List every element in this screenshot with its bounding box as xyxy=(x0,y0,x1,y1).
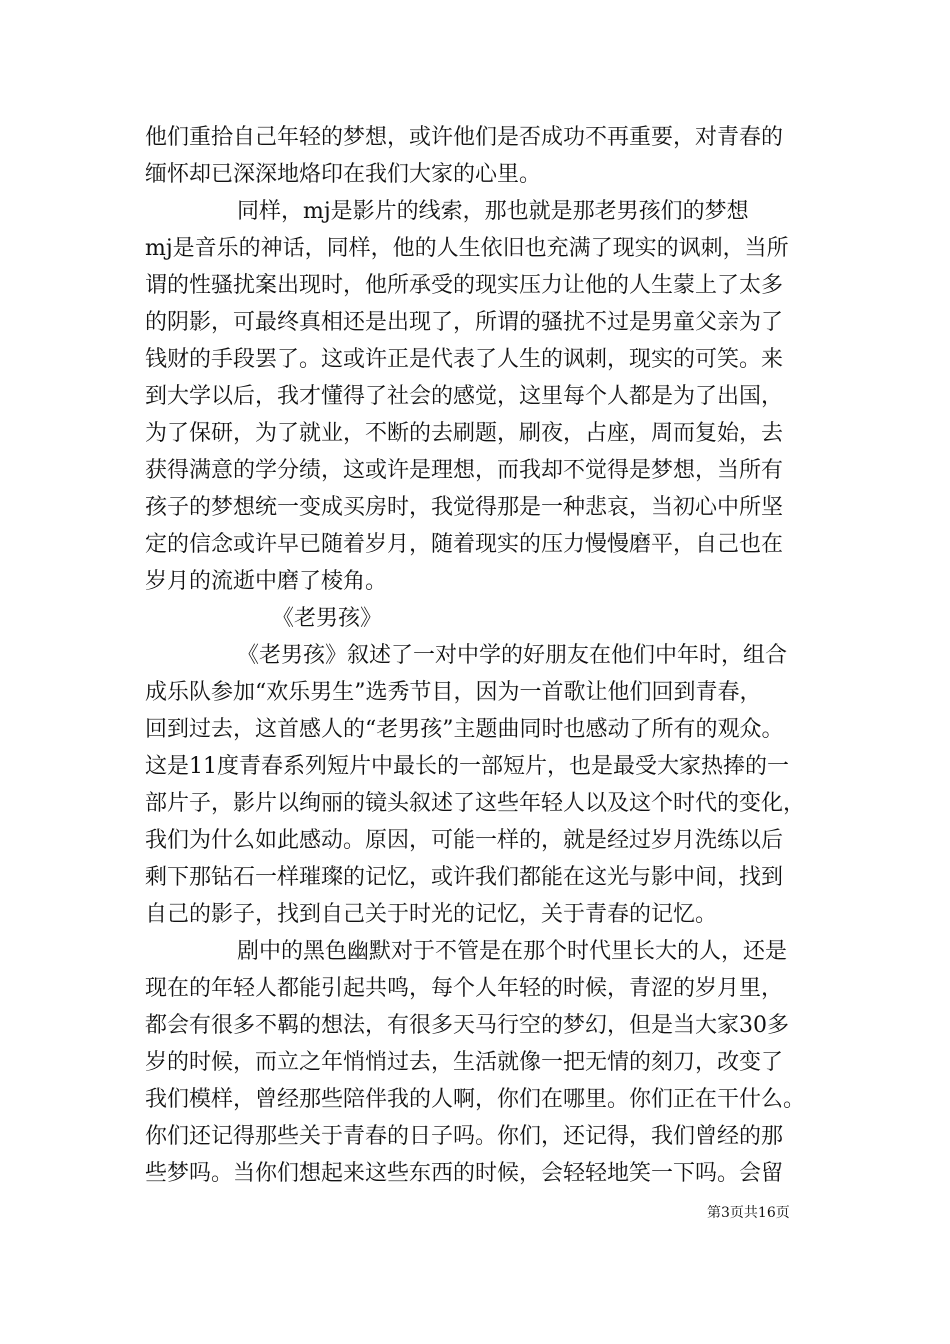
text-line-19: 部片子，影片以绚丽的镜头叙述了这些年轻人以及这个时代的变化， xyxy=(145,791,806,816)
text-line-6: 的阴影，可最终真相还是出现了，所谓的骚扰不过是男童父亲为了 xyxy=(145,310,784,335)
text-line-17: 回到过去，这首感人的“老男孩”主题曲同时也感动了所有的观众。 xyxy=(145,717,784,742)
text-line-10: 获得满意的学分绩，这或许是理想，而我却不觉得是梦想，当所有 xyxy=(145,458,784,483)
text-line-21: 剩下那钻石一样璀璨的记忆，或许我们都能在这光与影中间，找到 xyxy=(145,865,784,890)
text-line-13: 岁月的流逝中磨了棱角。 xyxy=(145,569,388,594)
text-line-20: 我们为什么如此感动。原因，可能一样的，就是经过岁月洗练以后 xyxy=(145,828,784,853)
text-line-4: mj是音乐的神话，同样，他的人生依旧也充满了现实的讽刺，当所 xyxy=(145,236,789,261)
text-line-1: 他们重拾自己年轻的梦想，或许他们是否成功不再重要，对青春的 xyxy=(145,125,784,150)
text-line-5: 谓的性骚扰案出现时，他所承受的现实压力让他的人生蒙上了太多 xyxy=(145,273,784,298)
section-title: 《老男孩》 xyxy=(272,606,383,631)
text-line-11: 孩子的梦想统一变成买房时，我觉得那是一种悲哀，当初心中所坚 xyxy=(145,495,784,520)
text-line-18: 这是11度青春系列短片中最长的一部短片，也是最受大家热捧的一 xyxy=(145,754,789,779)
text-line-16: 成乐队参加“欢乐男生”选秀节目，因为一首歌让他们回到青春， xyxy=(145,680,762,705)
text-line-15: 《老男孩》叙述了一对中学的好朋友在他们中年时，组合 xyxy=(237,643,788,668)
text-line-22: 自己的影子，找到自己关于时光的记忆，关于青春的记忆。 xyxy=(145,902,718,927)
text-line-7: 钱财的手段罢了。这或许正是代表了人生的讽刺，现实的可笑。来 xyxy=(145,347,784,372)
text-line-29: 些梦吗。当你们想起来这些东西的时候，会轻轻地笑一下吗。会留 xyxy=(145,1161,784,1186)
text-line-27: 我们模样，曾经那些陪伴我的人啊，你们在哪里。你们正在干什么。 xyxy=(145,1087,806,1112)
page-number-footer: 第3页共16页 xyxy=(707,1205,790,1221)
text-line-12: 定的信念或许早已随着岁月，随着现实的压力慢慢磨平，自己也在 xyxy=(145,532,784,557)
text-line-24: 现在的年轻人都能引起共鸣，每个人年轻的时候，青涩的岁月里， xyxy=(145,976,784,1001)
text-line-9: 为了保研，为了就业，不断的去刷题，刷夜，占座，周而复始，去 xyxy=(145,421,784,446)
text-line-26: 岁的时候，而立之年悄悄过去，生活就像一把无情的刻刀，改变了 xyxy=(145,1050,784,1075)
text-line-25: 都会有很多不羁的想法，有很多天马行空的梦幻，但是当大家30多 xyxy=(145,1013,789,1038)
text-line-23: 剧中的黑色幽默对于不管是在那个时代里长大的人，还是 xyxy=(237,939,788,964)
text-line-3: 同样，mj是影片的线索，那也就是那老男孩们的梦想 xyxy=(237,199,749,224)
text-line-28: 你们还记得那些关于青春的日子吗。你们，还记得，我们曾经的那 xyxy=(145,1124,784,1149)
text-line-8: 到大学以后，我才懂得了社会的感觉，这里每个人都是为了出国， xyxy=(145,384,784,409)
text-line-2: 缅怀却已深深地烙印在我们大家的心里。 xyxy=(145,162,542,187)
